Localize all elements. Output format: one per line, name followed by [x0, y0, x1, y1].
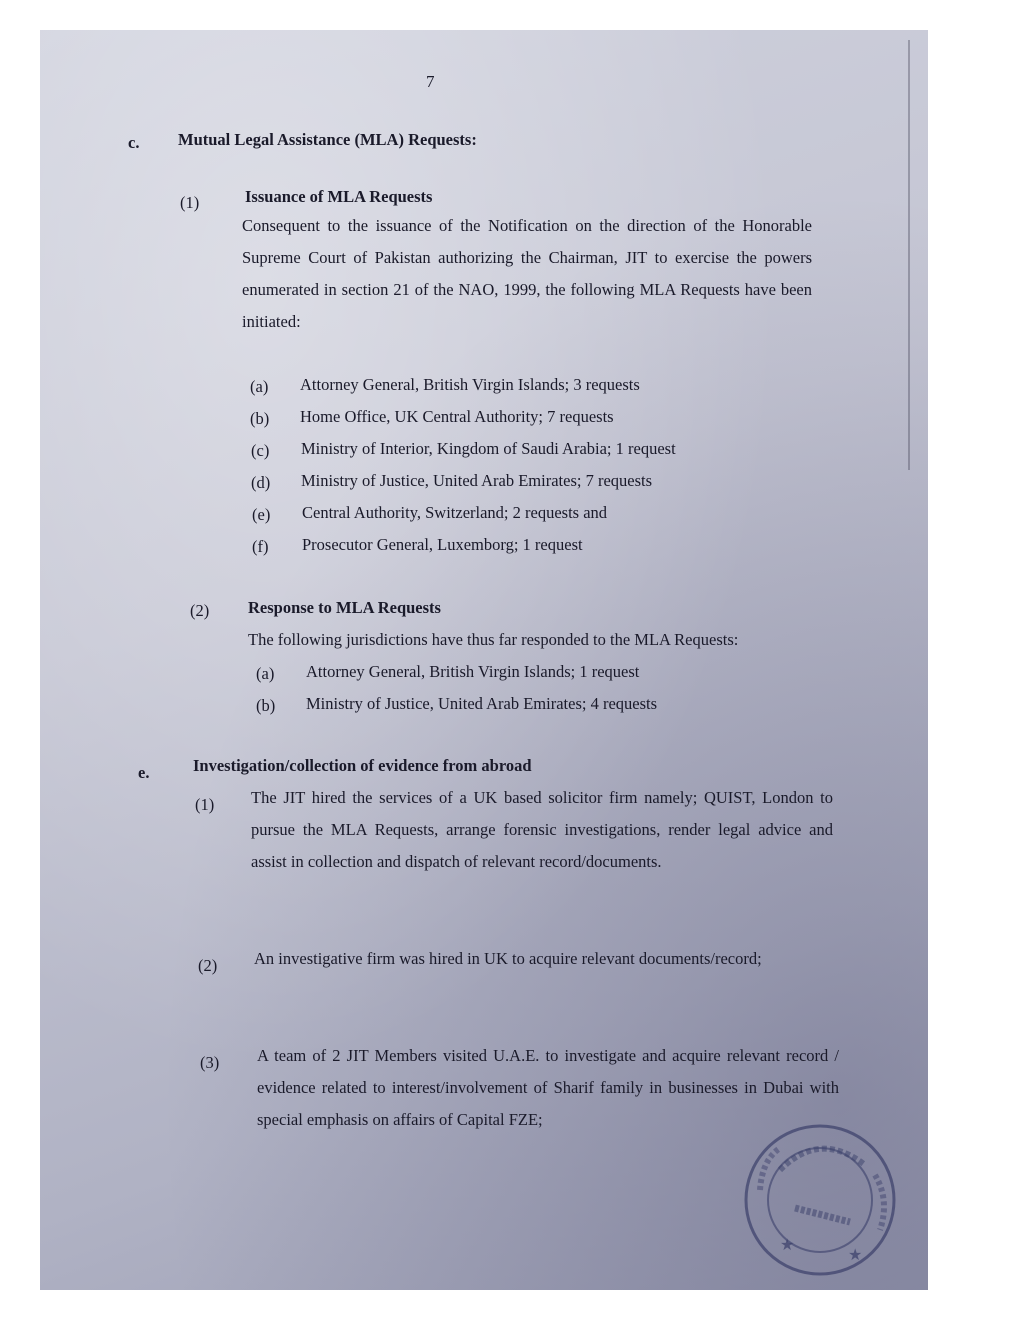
list-item-text: Attorney General, British Virgin Islands; 1 request: [306, 662, 640, 681]
issuance-heading: Issuance of MLA Requests: [245, 187, 433, 206]
list-item-text: Prosecutor General, Luxemborg; 1 request: [302, 535, 583, 554]
section-marker-e: e.: [138, 763, 150, 782]
list-item-text: Ministry of Interior, Kingdom of Saudi Arabia; 1 request: [301, 439, 676, 458]
investigation-number: (3): [200, 1053, 220, 1072]
investigation-number: (2): [198, 956, 218, 975]
list-item-label: (e): [252, 505, 271, 524]
investigation-number: (1): [195, 795, 215, 814]
list-item-label: (c): [251, 441, 270, 460]
section-heading-mla: Mutual Legal Assistance (MLA) Requests:: [178, 130, 477, 149]
section-heading-investigation: Investigation/collection of evidence from abroad: [193, 756, 532, 775]
issuance-paragraph: Consequent to the issuance of the Notification on the direction of the Honorable Supreme Court of Pakistan authorizing the Chairman, JIT to exercise the powers enumerated in section 21 of the NAO, 1999, the following MLA Requests have been initiated:: [242, 216, 812, 331]
investigation-paragraph: A team of 2 JIT Members visited U.A.E. to investigate and acquire relevant record / evidence related to interest/involvement of Sharif family in businesses in Dubai with special emphasis on affairs of Capital FZE;: [257, 1046, 839, 1129]
investigation-paragraph: An investigative firm was hired in UK to acquire relevant documents/record;: [254, 949, 762, 968]
list-item-label: (f): [252, 537, 269, 556]
list-item-label: (b): [256, 696, 276, 715]
page-number: 7: [426, 72, 435, 91]
svg-text:★: ★: [780, 1237, 795, 1254]
svg-text:★: ★: [848, 1247, 863, 1264]
list-item-text: Home Office, UK Central Authority; 7 requests: [300, 407, 614, 426]
list-item-label: (a): [256, 664, 275, 683]
issuance-number: (1): [180, 193, 200, 212]
list-item-label: (a): [250, 377, 269, 396]
section-marker-c: c.: [128, 133, 140, 152]
jit-stamp: [740, 1120, 900, 1280]
list-item-text: Ministry of Justice, United Arab Emirates; 4 requests: [306, 694, 658, 713]
list-item-label: (b): [250, 409, 270, 428]
investigation-paragraph: The JIT hired the services of a UK based solicitor firm namely; QUIST, London to pursue the MLA Requests, arrange forensic investigations, render legal advice and assist in collection and dispatch of relevant record/documents.: [251, 788, 833, 871]
list-item-text: Ministry of Justice, United Arab Emirates; 7 requests: [301, 471, 653, 490]
list-item-label: (d): [251, 473, 271, 492]
list-item-text: Central Authority, Switzerland; 2 requests and: [302, 503, 608, 522]
page-edge-shadow: [908, 40, 910, 470]
response-intro: The following jurisdictions have thus far responded to the MLA Requests:: [248, 630, 739, 649]
response-number: (2): [190, 601, 210, 620]
list-item-text: Attorney General, British Virgin Islands; 3 requests: [300, 375, 640, 394]
document-photo: [40, 30, 928, 1290]
response-heading: Response to MLA Requests: [248, 598, 441, 617]
